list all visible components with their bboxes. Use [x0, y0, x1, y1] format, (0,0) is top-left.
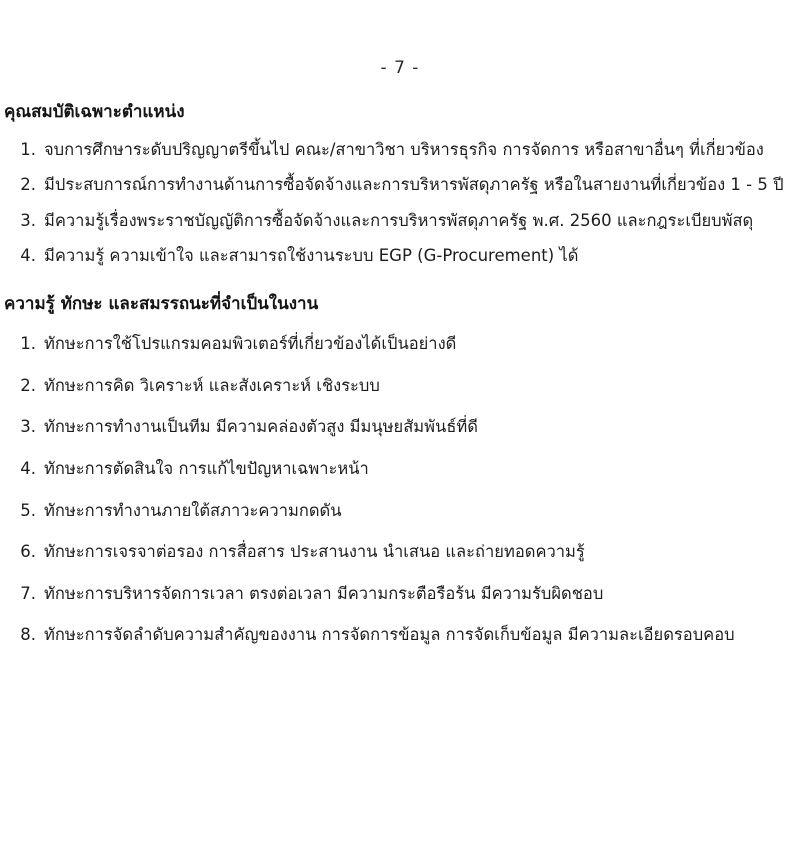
- list-item: [0, 238, 800, 274]
- list-item-number: 2.: [20, 375, 36, 395]
- list-item-number: 4.: [20, 458, 36, 478]
- section-heading-qualification: คุณสมบัติเฉพาะตำแหน่ง: [4, 102, 185, 122]
- list-item-text: ทักษะการคิด วิเคราะห์ และสังเคราะห์ เชิงระบบ: [44, 375, 380, 395]
- list-item-text: ทักษะการบริหารจัดการเวลา ตรงต่อเวลา มีความกระตือรือร้น มีความรับผิดชอบ: [44, 583, 604, 603]
- list-item-text: ทักษะการจัดลำดับความสำคัญของงาน การจัดการข้อมูล การจัดเก็บข้อมูล มีความละเอียดรอบคอบ: [44, 625, 735, 645]
- list-item: [0, 573, 800, 615]
- list-item-number: 1.: [20, 334, 36, 354]
- list-item-number: 7.: [20, 583, 36, 603]
- list-item-text: มีประสบการณ์การทำงานด้านการซื้อจัดจ้างและการบริหารพัสดุภาครัฐ หรือในสายงานที่เกี่ยวข้อง 1 - 5 ปี: [44, 175, 784, 195]
- section-qualification: [0, 100, 800, 274]
- list-item: [0, 203, 800, 239]
- skills-list: [0, 323, 800, 656]
- list-item: [0, 167, 800, 203]
- document-page: [0, 58, 800, 846]
- list-item-number: 3.: [20, 417, 36, 437]
- list-item-text: ทักษะการทำงานเป็นทีม มีความคล่องตัวสูง มีมนุษยสัมพันธ์ที่ดี: [44, 417, 478, 437]
- section-heading-skills: ความรู้ ทักษะ และสมรรถนะที่จำเป็นในงาน: [4, 293, 319, 314]
- list-item-text: มีความรู้ ความเข้าใจ และสามารถใช้งานระบบ EGP (G-Procurement) ได้: [44, 246, 579, 266]
- list-item: [0, 490, 800, 532]
- list-item-number: 8.: [20, 625, 36, 645]
- list-item-text: จบการศึกษาระดับปริญญาตรีขึ้นไป คณะ/สาขาวิชา บริหารธุรกิจ การจัดการ หรือสาขาอื่นๆ ที่เกี่ยวข้อง: [44, 139, 764, 159]
- list-item: [0, 531, 800, 573]
- list-item-text: ทักษะการใช้โปรแกรมคอมพิวเตอร์ที่เกี่ยวข้องได้เป็นอย่างดี: [44, 334, 457, 354]
- list-item: [0, 323, 800, 365]
- qualification-list: [0, 132, 800, 274]
- list-item-text: มีความรู้เรื่องพระราชบัญญัติการซื้อจัดจ้างและการบริหารพัสดุภาครัฐ พ.ศ. 2560 และกฎระเบียบพัสดุ: [44, 210, 754, 230]
- list-item-number: 6.: [20, 542, 36, 562]
- list-item-text: ทักษะการเจรจาต่อรอง การสื่อสาร ประสานงาน นำเสนอ และถ่ายทอดความรู้: [44, 542, 585, 562]
- list-item-number: 2.: [20, 175, 36, 195]
- list-item: [0, 132, 800, 168]
- section-skills: [0, 292, 800, 656]
- list-item: [0, 448, 800, 490]
- page-number: - 7 -: [380, 58, 420, 78]
- list-item-text: ทักษะการตัดสินใจ การแก้ไขปัญหาเฉพาะหน้า: [44, 458, 369, 478]
- list-item: [0, 406, 800, 448]
- list-item-number: 1.: [20, 139, 36, 159]
- list-item-number: 3.: [20, 210, 36, 230]
- list-item: [0, 614, 800, 656]
- list-item: [0, 365, 800, 407]
- list-item-number: 4.: [20, 246, 36, 266]
- list-item-number: 5.: [20, 500, 36, 520]
- list-item-text: ทักษะการทำงานภายใต้สภาวะความกดดัน: [44, 500, 342, 520]
